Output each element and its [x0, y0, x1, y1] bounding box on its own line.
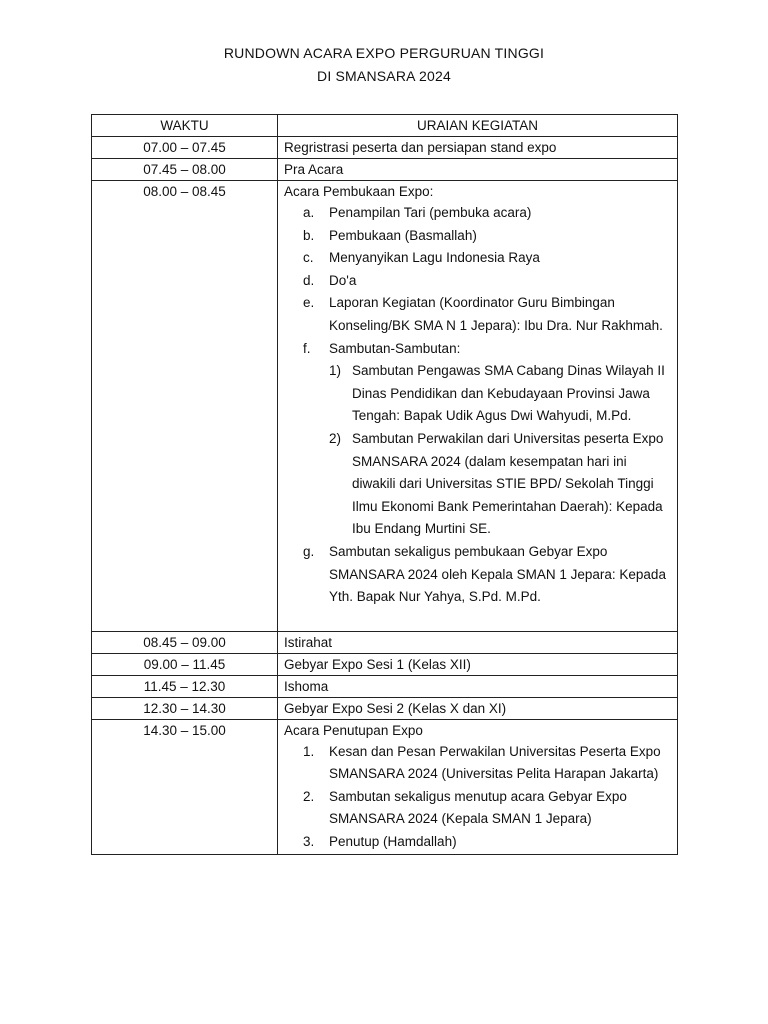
list-marker: f. [303, 340, 311, 356]
list-text: Menyanyikan Lagu Indonesia Raya [329, 250, 540, 266]
list-item [303, 338, 671, 541]
list-text: Sambutan sekaligus menutup acara Gebyar Expo SMANSARA 2024 (Kepala SMAN 1 Jepara) [329, 788, 627, 827]
row-time: 08.00 – 08.45 [92, 181, 278, 632]
list-marker: 3. [303, 834, 315, 850]
row-time: 14.30 – 15.00 [92, 719, 278, 854]
table-row [92, 719, 678, 854]
table-row [92, 653, 678, 675]
table-row [92, 675, 678, 697]
list-text: Sambutan sekaligus pembukaan Gebyar Expo SMANSARA 2024 oleh Kepala SMAN 1 Jepara: Kepada Yth. Bapak Nur Yahya, S.Pd. M.Pd. [329, 543, 666, 605]
row-activity: Acara Pembukaan Expo: [284, 184, 434, 199]
list-marker: a. [303, 205, 315, 220]
row-activity-closing [278, 719, 678, 854]
list-text: Kesan dan Pesan Perwakilan Universitas Peserta Expo SMANSARA 2024 (Universitas Pelita Harapan Jakarta) [329, 743, 661, 782]
list-item [303, 741, 671, 786]
row-time: 12.30 – 14.30 [92, 697, 278, 719]
list-item [329, 428, 671, 541]
header-time: WAKTU [92, 115, 278, 137]
list-item [303, 247, 671, 270]
list-marker: e. [303, 295, 315, 311]
list-marker: c. [303, 250, 314, 266]
list-marker: b. [303, 227, 315, 243]
list-text: Penampilan Tari (pembuka acara) [329, 205, 532, 220]
rundown-table [91, 114, 678, 855]
list-text: Penutup (Hamdallah) [329, 834, 457, 850]
list-item [303, 786, 671, 831]
document-title: RUNDOWN ACARA EXPO PERGURUAN TINGGI [223, 45, 545, 61]
row-activity: Pra Acara [278, 159, 678, 181]
list-item [303, 292, 671, 337]
list-item [303, 831, 671, 854]
list-marker: d. [303, 272, 315, 288]
row-time: 07.00 – 07.45 [92, 137, 278, 159]
list-marker: 2. [303, 788, 315, 804]
row-activity: Gebyar Expo Sesi 2 (Kelas X dan XI) [278, 697, 678, 719]
row-time: 11.45 – 12.30 [92, 675, 278, 697]
list-item [303, 202, 671, 225]
row-time: 07.45 – 08.00 [92, 159, 278, 181]
row-activity: Istirahat [278, 631, 678, 653]
list-item [329, 360, 671, 428]
table-row [92, 137, 678, 159]
row-activity: Acara Penutupan Expo [284, 722, 423, 738]
table-row [92, 159, 678, 181]
list-marker: 1. [303, 743, 315, 759]
table-row [92, 697, 678, 719]
opening-list [303, 202, 671, 609]
list-item [303, 270, 671, 293]
row-time: 08.45 – 09.00 [92, 631, 278, 653]
list-text: Do'a [329, 272, 357, 288]
list-item [303, 225, 671, 248]
row-activity: Regristrasi peserta dan persiapan stand expo [278, 137, 678, 159]
table-header-row [92, 115, 678, 137]
header-activity: URAIAN KEGIATAN [278, 115, 678, 137]
table-row [92, 631, 678, 653]
row-time: 09.00 – 11.45 [92, 653, 278, 675]
speeches-list [329, 360, 671, 541]
row-activity: Gebyar Expo Sesi 1 (Kelas XII) [278, 653, 678, 675]
row-activity: Ishoma [278, 675, 678, 697]
list-text: Sambutan Perwakilan dari Universitas peserta Expo SMANSARA 2024 (dalam kesempatan hari ini diwakili dari Universitas STIE BPD/ Sekolah Tinggi Ilmu Ekonomi Bank Pemerintahan Daerah): Kepada Ibu Endang Murtini SE. [352, 430, 664, 537]
list-text: Sambutan Pengawas SMA Cabang Dinas Wilayah II Dinas Pendidikan dan Kebudayaan Provinsi Jawa Tengah: Bapak Udik Agus Dwi Wahyudi, M.Pd. [352, 363, 665, 424]
row-activity-opening [278, 181, 678, 632]
document-subtitle: DI SMANSARA 2024 [317, 68, 451, 84]
list-marker: 2) [329, 430, 342, 446]
spacer [284, 609, 671, 631]
closing-list [303, 741, 671, 854]
list-text: Laporan Kegiatan (Koordinator Guru Bimbingan Konseling/BK SMA N 1 Jepara): Ibu Dra. Nur Rakhmah. [329, 295, 663, 333]
list-text: Pembukaan (Basmallah) [329, 227, 477, 243]
list-text: Sambutan-Sambutan: [329, 340, 461, 356]
list-item [303, 541, 671, 609]
table-row [92, 181, 678, 632]
list-marker: 1) [329, 363, 342, 379]
list-marker: g. [303, 543, 315, 559]
